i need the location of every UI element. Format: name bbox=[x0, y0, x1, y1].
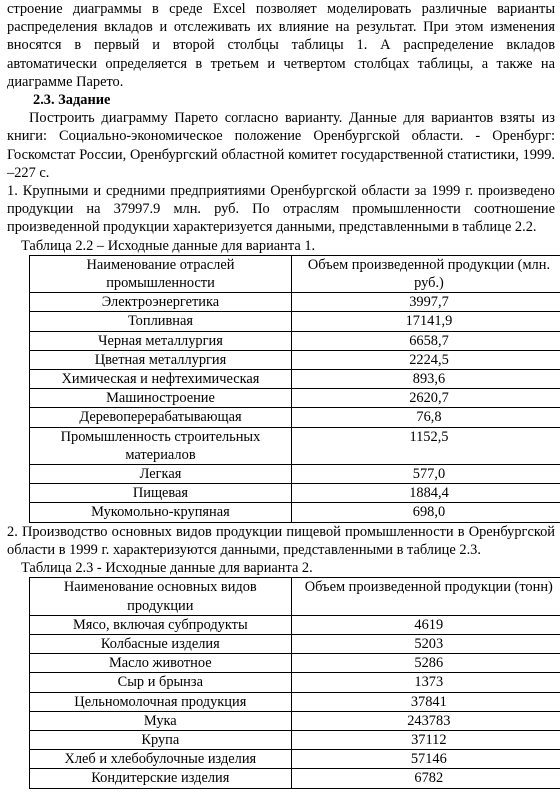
task-paragraph: Построить диаграмму Парето согласно варианту. Данные для вариантов взяты из книги: Социально-экономическое положение Оренбургской области. - Оренбург: Госкомстат России, Оренбургский областной комитет государственной статистики, 1999. –227 с. bbox=[7, 110, 555, 181]
table-1-header-row bbox=[30, 255, 560, 292]
table-2-header-col1: Наименование основных видов продукции bbox=[30, 578, 292, 615]
table-1-cell-value: 698,0 bbox=[291, 503, 560, 522]
table-1-row bbox=[30, 331, 560, 350]
table-1-row bbox=[30, 312, 560, 331]
section-heading: 2.3. Задание bbox=[33, 92, 111, 109]
table-2-row bbox=[30, 692, 560, 711]
table-2-cell-name: Сыр и брынза bbox=[30, 673, 292, 692]
table-1-cell-value: 76,8 bbox=[291, 408, 560, 427]
table-1-cell-name: Топливная bbox=[30, 312, 292, 331]
table-1-row bbox=[30, 408, 560, 427]
table-2-cell-value: 57146 bbox=[291, 750, 560, 769]
table-1-cell-name: Электроэнергетика bbox=[30, 293, 292, 312]
table-2-cell-value: 1373 bbox=[291, 673, 560, 692]
table-2-cell-name: Хлеб и хлебобулочные изделия bbox=[30, 750, 292, 769]
table-2-caption: Таблица 2.3 - Исходные данные для варианта 2. bbox=[21, 560, 313, 577]
table-1-row bbox=[30, 484, 560, 503]
table-1-row bbox=[30, 465, 560, 484]
table-2-row bbox=[30, 750, 560, 769]
table-1-row bbox=[30, 503, 560, 522]
table-2-cell-name: Кондитерские изделия bbox=[30, 769, 292, 788]
table-2-cell-value: 6782 bbox=[291, 769, 560, 788]
table-2-cell-value: 243783 bbox=[291, 711, 560, 730]
table-2-cell-name: Крупа bbox=[30, 730, 292, 749]
table-1-row bbox=[30, 389, 560, 408]
table-1-cell-name: Цветная металлургия bbox=[30, 350, 292, 369]
intro-paragraph: строение диаграммы в среде Excel позволяет моделировать различные варианты распределения вкладов и отслеживать их влияние на результат. При этом изменения вносятся в первый и второй столбцы таблицы 1. А распределение вкладов автоматически определяется в третьем и четвертом столбцах таблицы, а также на диаграмме Парето. bbox=[7, 1, 555, 90]
table-2-cell-name: Колбасные изделия bbox=[30, 634, 292, 653]
table-2-row bbox=[30, 615, 560, 634]
table-2-cell-value: 37112 bbox=[291, 730, 560, 749]
table-2-row bbox=[30, 769, 560, 788]
table-2-cell-name: Мясо, включая субпродукты bbox=[30, 615, 292, 634]
table-2-cell-value: 37841 bbox=[291, 692, 560, 711]
table-1-cell-name: Деревоперерабатывающая bbox=[30, 408, 292, 427]
table-1-row bbox=[30, 427, 560, 464]
table-1-row bbox=[30, 293, 560, 312]
item-2-paragraph: 2. Производство основных видов продукции пищевой промышленности в Оренбургской области в 1999 г. характеризуются данными, представленными в таблице 2.3. bbox=[7, 523, 555, 558]
table-1-header-col2: Объем произведенной продукции (млн. руб.) bbox=[291, 255, 560, 292]
table-2-cell-name: Мука bbox=[30, 711, 292, 730]
table-1-cell-value: 17141,9 bbox=[291, 312, 560, 331]
table-2-cell-name: Цельномолочная продукция bbox=[30, 692, 292, 711]
table-2-row bbox=[30, 730, 560, 749]
table-1 bbox=[29, 255, 560, 523]
table-2-row bbox=[30, 654, 560, 673]
table-1-cell-name: Химическая и нефтехимическая bbox=[30, 370, 292, 389]
table-1-cell-value: 2620,7 bbox=[291, 389, 560, 408]
document-page bbox=[7, 0, 555, 789]
table-1-row bbox=[30, 350, 560, 369]
table-2-header-row bbox=[30, 578, 560, 615]
table-2-cell-value: 5286 bbox=[291, 654, 560, 673]
table-1-cell-name: Пищевая bbox=[30, 484, 292, 503]
table-1-cell-name: Легкая bbox=[30, 465, 292, 484]
table-1-cell-value: 6658,7 bbox=[291, 331, 560, 350]
table-1-row bbox=[30, 370, 560, 389]
table-1-header-col1: Наименование отраслей промышленности bbox=[30, 255, 292, 292]
table-1-caption: Таблица 2.2 – Исходные данные для варианта 1. bbox=[21, 237, 316, 254]
table-1-cell-name: Промышленность строительных материалов bbox=[30, 427, 292, 464]
table-1-cell-name: Машиностроение bbox=[30, 389, 292, 408]
table-2 bbox=[29, 577, 560, 788]
table-1-cell-name: Мукомольно-крупяная bbox=[30, 503, 292, 522]
table-1-cell-value: 3997,7 bbox=[291, 293, 560, 312]
table-2-cell-name: Масло животное bbox=[30, 654, 292, 673]
table-1-cell-value: 577,0 bbox=[291, 465, 560, 484]
table-1-cell-value: 2224,5 bbox=[291, 350, 560, 369]
table-1-cell-name: Черная металлургия bbox=[30, 331, 292, 350]
table-2-cell-value: 5203 bbox=[291, 634, 560, 653]
table-1-cell-value: 1884,4 bbox=[291, 484, 560, 503]
table-2-row bbox=[30, 634, 560, 653]
item-1-paragraph: 1. Крупными и средними предприятиями Оренбургской области за 1999 г. произведено продукции на 37997.9 млн. руб. По отраслям промышленности соотношение произведенной продукции характеризуется данными, представленными в таблице 2.2. bbox=[7, 183, 555, 236]
table-1-cell-value: 1152,5 bbox=[291, 427, 560, 464]
table-2-header-col2: Объем произведенной продукции (тонн) bbox=[291, 578, 560, 615]
table-2-cell-value: 4619 bbox=[291, 615, 560, 634]
table-2-row bbox=[30, 673, 560, 692]
table-2-row bbox=[30, 711, 560, 730]
table-1-cell-value: 893,6 bbox=[291, 370, 560, 389]
